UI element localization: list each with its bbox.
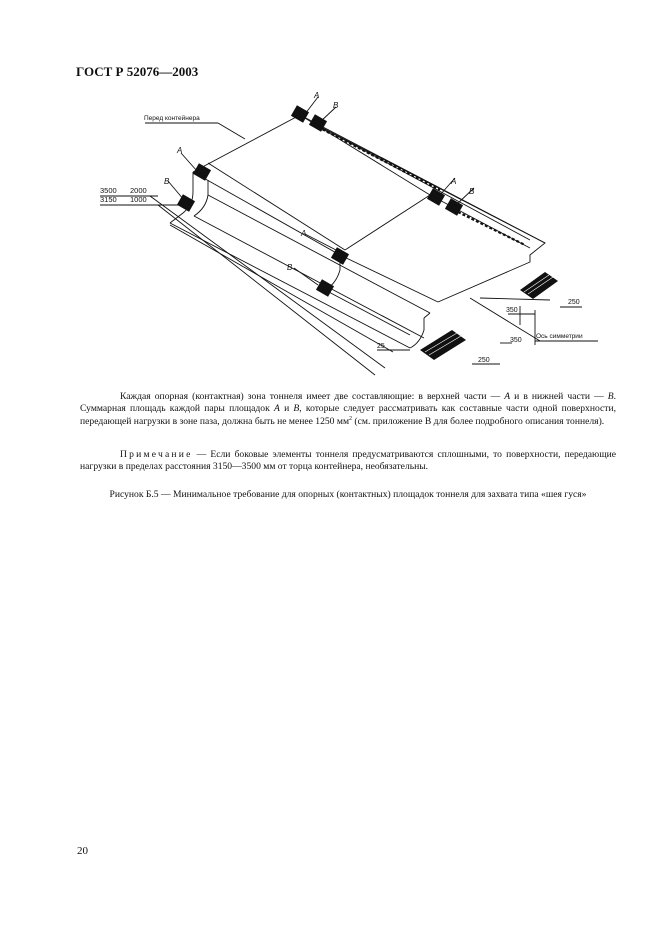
page-number: 20 <box>77 845 88 857</box>
label-2000: 2000 <box>130 186 147 195</box>
pad-A-front-right <box>291 105 309 122</box>
text-run: и <box>279 402 294 414</box>
label-250-upper: 250 <box>568 299 580 306</box>
label-3500: 3500 <box>100 186 117 195</box>
figure-caption: Рисунок Б.5 — Минимальное требование для опорных (контактных) площадок тоннеля для захвата типа «шея гуся» <box>109 489 587 500</box>
text-run: (см. приложение В для более подробного описания тоннеля). <box>352 416 605 428</box>
tunnel-figure <box>0 0 661 380</box>
label-A-4: A <box>301 229 307 238</box>
text-run: , которые следует рассматривать как составные части одной поверхности, передающей нагрузки в зоне паза, должна быть не менее 1250 мм <box>80 402 617 428</box>
strip-upper <box>520 272 558 299</box>
pad-A-mid-right <box>427 188 445 205</box>
label-B-2: B <box>333 101 339 110</box>
note-text: — Если боковые элементы тоннеля предусматриваются сплошными, то поверхности, передающие нагрузки в пределах расстояния 3150—3500 мм от торца контейнера, необязательны. <box>80 449 616 472</box>
label-350-lower: 350 <box>510 337 522 344</box>
label-B-1: B <box>164 177 170 186</box>
label-symmetry-axis: Ось симметрии <box>536 333 583 340</box>
label-container-front: Перед контейнера <box>144 115 200 122</box>
label-250-lower: 250 <box>478 357 490 364</box>
label-350-upper: 350 <box>506 307 518 314</box>
pad-A-front-left <box>193 163 211 180</box>
note-label: Примечание <box>120 449 193 460</box>
body-paragraph <box>80 391 616 428</box>
text-run: A <box>504 391 511 402</box>
text-run: . Суммарная площадь каждой пары площадок <box>80 391 617 414</box>
text-run: Каждая опорная (контактная) зона тоннеля имеет две составляющие: в верхней части — <box>120 391 505 402</box>
text-run: B <box>293 402 300 414</box>
label-A-1: A <box>177 146 183 155</box>
label-B-3: B <box>469 187 475 196</box>
label-25: 25 <box>377 343 385 350</box>
label-A-3: A <box>451 177 457 186</box>
label-1000: 1000 <box>130 195 147 204</box>
text-run: A <box>273 402 280 414</box>
label-B-4: B <box>287 263 293 272</box>
text-run: B <box>607 391 614 402</box>
document-header: ГОСТ Р 52076—2003 <box>76 64 199 79</box>
superscript: 2 <box>349 416 353 423</box>
label-3150: 3150 <box>100 195 117 204</box>
strip-lower <box>420 330 466 360</box>
text-run: и в нижней части — <box>510 391 608 402</box>
label-A-2: A <box>314 91 320 100</box>
note-paragraph <box>80 449 616 472</box>
